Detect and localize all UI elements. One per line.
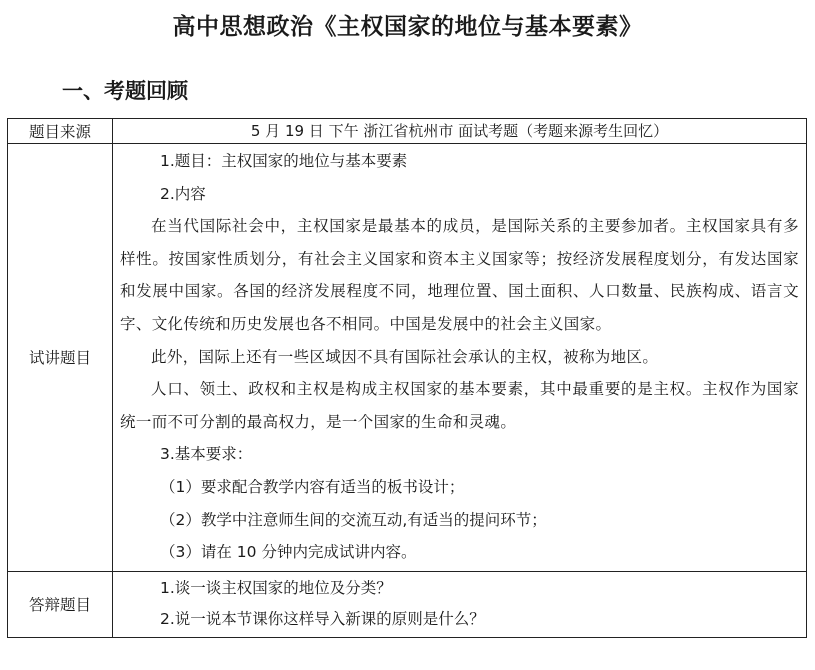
defense-question: 2.说一说本节课你这样导入新课的原则是什么？ [160, 609, 485, 628]
exam-table [7, 118, 807, 638]
source-label: 题目来源 [8, 119, 113, 144]
defense-question: 1.谈一谈主权国家的地位及分类？ [160, 578, 392, 597]
defense-row [8, 571, 807, 637]
requirement-item: （1）要求配合教学内容有适当的板书设计； [160, 477, 465, 496]
source-row [8, 119, 807, 144]
requirement-item: （2）教学中注意师生间的交流互动,有适当的提问环节； [160, 510, 547, 529]
requirement-item: （3）请在 10 分钟内完成试讲内容。 [160, 543, 417, 562]
trial-label: 试讲题目 [8, 144, 113, 572]
trial-topic: 1.题目：主权国家的地位与基本要素 [160, 152, 408, 170]
defense-content [113, 571, 807, 637]
document-title: 高中思想政治《主权国家的地位与基本要素》 [172, 14, 643, 40]
content-heading: 2.内容 [160, 184, 206, 203]
content-paragraph: 此外，国际上还有一些区域因不具有国际社会承认的主权，被称为地区。 [151, 347, 659, 366]
defense-label: 答辩题目 [8, 571, 113, 637]
section-heading: 一、考题回顾 [62, 79, 188, 103]
content-paragraph: 在当代国际社会中，主权国家是最基本的成员，是国际关系的主要参加者。主权国家具有多样性。按国家性质划分，有社会主义国家和资本主义国家等；按经济发展程度划分，有发达国家和发展中国家。各国的经济发展程度不同，地理位置、国土面积、人口数量、民族构成、语言文字、文化传统和历史发展也各不相同。中国是发展中的社会主义国家。 [120, 217, 799, 333]
trial-row [8, 144, 807, 572]
source-value: 5 月 19 日 下午 浙江省杭州市 面试考题（考题来源考生回忆） [113, 119, 807, 144]
requirements-heading: 3.基本要求： [160, 445, 253, 464]
content-paragraph: 人口、领土、政权和主权是构成主权国家的基本要素，其中最重要的是主权。主权作为国家统一而不可分割的最高权力，是一个国家的生命和灵魂。 [120, 380, 799, 431]
trial-content [113, 144, 807, 572]
